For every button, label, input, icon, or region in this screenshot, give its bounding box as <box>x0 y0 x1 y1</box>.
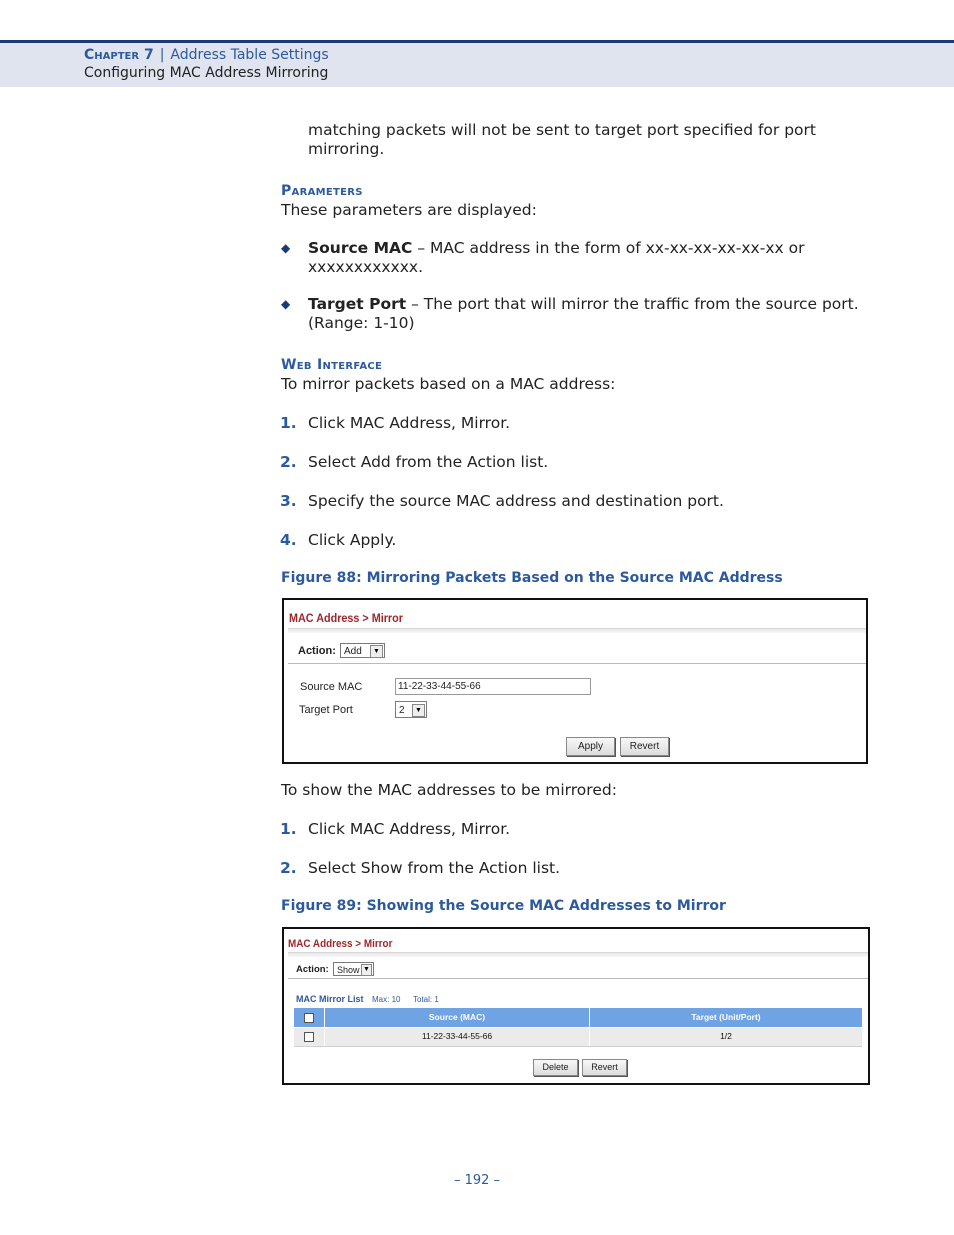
action-label: Action: <box>298 645 336 657</box>
cell-target-port: 1/2 <box>720 1031 732 1041</box>
figure-88-caption: Figure 88: Mirroring Packets Based on the Source MAC Address <box>281 570 783 586</box>
source-mac-label: Source MAC <box>300 681 363 693</box>
ui-page-title: MAC Address > Mirror <box>288 938 393 950</box>
chevron-down-icon[interactable]: ▼ <box>412 704 425 717</box>
step-text: Select Add from the Action list. <box>308 453 549 471</box>
chevron-down-icon[interactable]: ▼ <box>370 645 383 658</box>
param-term: Target Port <box>308 295 407 313</box>
param-desc: – The port that will mirror the traffic from the source port. (Range: 1-10) <box>308 295 859 332</box>
step-text: Click MAC Address, Mirror. <box>308 414 511 432</box>
action-select[interactable] <box>340 643 385 658</box>
param-target-port <box>308 295 878 333</box>
param-term: Source MAC <box>308 239 413 257</box>
divider <box>288 663 866 664</box>
chevron-down-icon[interactable]: ▼ <box>361 964 372 976</box>
web-interface-intro: To mirror packets based on a MAC address: <box>281 375 616 393</box>
list-max: Max: 10 <box>372 995 401 1004</box>
step-number: 3. <box>280 492 297 510</box>
step-number: 4. <box>280 531 297 549</box>
section-title: Configuring MAC Address Mirroring <box>84 65 329 81</box>
revert-button[interactable]: Revert <box>582 1059 627 1076</box>
bullet-icon: ◆ <box>281 297 291 311</box>
action-select-value: Show <box>337 965 360 975</box>
revert-button[interactable]: Revert <box>620 737 669 756</box>
page-number: – 192 – <box>453 1173 501 1188</box>
intro-text: matching packets will not be sent to target port specified for port mirroring. <box>308 121 816 158</box>
title-rule <box>288 952 868 957</box>
target-port-value: 2 <box>399 705 405 716</box>
table-row[interactable] <box>294 1028 862 1047</box>
step-number: 1. <box>280 820 297 838</box>
step-number: 2. <box>280 859 297 877</box>
parameters-intro: These parameters are displayed: <box>281 201 537 219</box>
parameters-heading: Parameters <box>281 183 363 199</box>
cell-source-mac: 11-22-33-44-55-66 <box>421 1031 493 1041</box>
step-text: Select Show from the Action list. <box>308 859 561 877</box>
divider <box>288 978 868 979</box>
target-port-label: Target Port <box>299 704 353 716</box>
figure-89-screenshot <box>282 927 870 1085</box>
list-total: Total: 1 <box>413 995 439 1004</box>
delete-button[interactable]: Delete <box>533 1059 578 1076</box>
row-checkbox[interactable] <box>304 1032 314 1042</box>
web-interface-heading: Web Interface <box>281 357 383 373</box>
select-all-checkbox[interactable] <box>304 1013 314 1023</box>
target-port-select[interactable] <box>395 701 427 718</box>
param-source-mac <box>308 239 868 277</box>
step-number: 2. <box>280 453 297 471</box>
list-title-text: MAC Mirror List <box>296 994 364 1004</box>
chapter-line <box>84 47 329 63</box>
action-select[interactable] <box>333 962 374 976</box>
apply-button[interactable]: Apply <box>566 737 615 756</box>
action-label: Action: <box>296 964 329 975</box>
param-desc: – MAC address in the form of xx-xx-xx-xx-xx-xx or xxxxxxxxxxxx. <box>308 239 805 276</box>
figure-88-screenshot <box>282 598 868 764</box>
chapter-label: Chapter 7 <box>84 47 154 63</box>
title-rule <box>288 628 866 633</box>
show-intro: To show the MAC addresses to be mirrored: <box>281 781 617 799</box>
source-mac-input[interactable]: 11-22-33-44-55-66 <box>395 678 591 695</box>
header-separator: | <box>159 47 165 63</box>
ui-page-title: MAC Address > Mirror <box>289 611 403 625</box>
step-text: Click MAC Address, Mirror. <box>308 820 511 838</box>
column-header-source: Source (MAC) <box>428 1012 486 1022</box>
step-number: 1. <box>280 414 297 432</box>
bullet-icon: ◆ <box>281 241 291 255</box>
table-header <box>294 1008 862 1027</box>
action-select-value: Add <box>344 646 362 657</box>
page-header <box>0 40 954 87</box>
chapter-title: Address Table Settings <box>170 47 329 63</box>
step-text: Specify the source MAC address and destination port. <box>308 492 724 510</box>
step-text: Click Apply. <box>308 531 397 549</box>
list-title <box>296 994 439 1004</box>
column-header-target: Target (Unit/Port) <box>691 1012 761 1022</box>
figure-89-caption: Figure 89: Showing the Source MAC Addresses to Mirror <box>281 898 726 914</box>
